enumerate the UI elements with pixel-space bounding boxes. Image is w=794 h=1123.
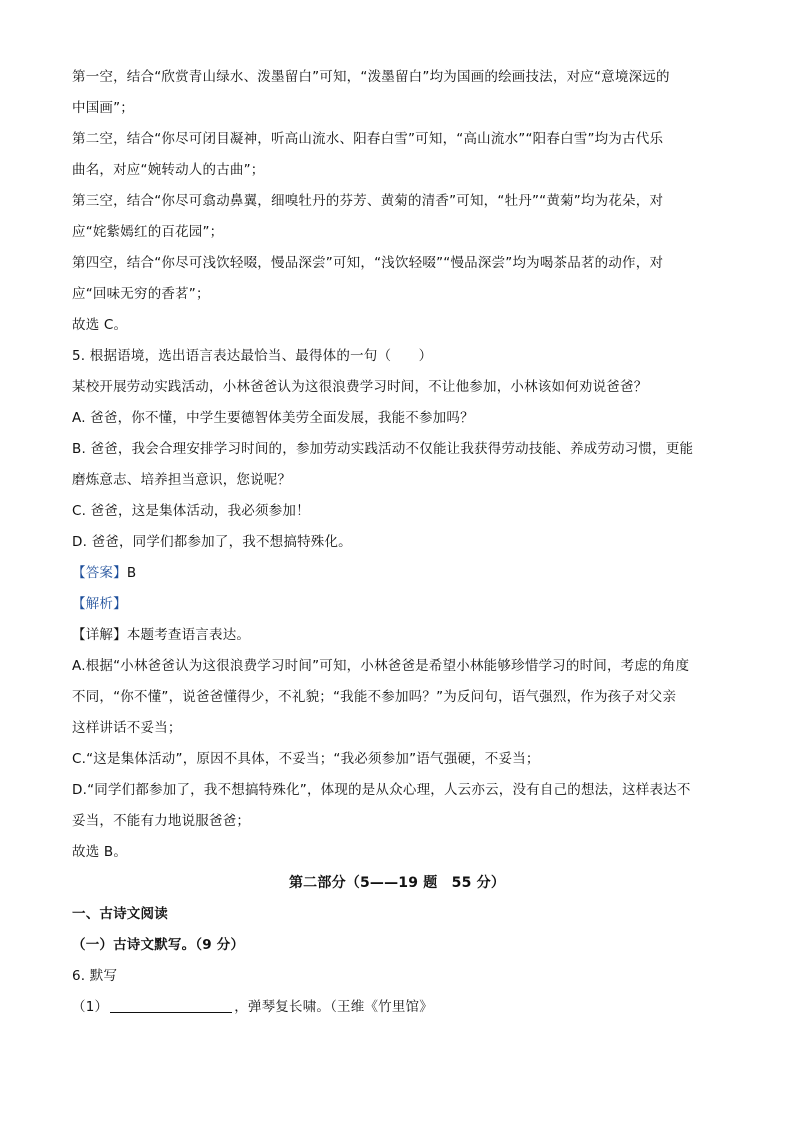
part-heading: 第二部分（5——19 题 55 分） [288, 875, 506, 891]
option-c: C. 爸爸，这是集体活动，我必须参加！ [72, 503, 310, 519]
question-5-title: 5. 根据语境，选出语言表达最恰当、最得体的一句（ ） [72, 348, 433, 364]
paragraph-line: 故选 C。 [72, 317, 128, 333]
section-heading: 一、古诗文阅读 [72, 906, 168, 922]
explanation-line: 妥当，不能有力地说服爸爸； [72, 813, 251, 829]
explanation-line: C.“这是集体活动”，原因不具体，不妥当；“我必须参加”语气强硬，不妥当； [72, 751, 540, 767]
paragraph-line: 应“回味无穷的香茗”； [72, 286, 210, 302]
paragraph-line: 中国画”； [72, 100, 134, 116]
fill-in-blank [110, 998, 232, 1013]
question-6-title: 6. 默写 [72, 968, 118, 984]
paragraph-line: 第三空，结合“你尽可翕动鼻翼，细嗅牡丹的芬芳、黄菊的清香”可知，“牡丹”“黄菊”均为花朵，对 [72, 193, 664, 209]
explanation-line: 故选 B。 [72, 844, 128, 860]
explanation-line: A.根据“小林爸爸认为这很浪费学习时间”可知，小林爸爸是希望小林能够珍惜学习的时间，考虑的角度 [72, 658, 690, 674]
option-d: D. 爸爸，同学们都参加了，我不想搞特殊化。 [72, 534, 352, 550]
subsection-heading: （一）古诗文默写。（9 分） [72, 937, 245, 953]
analysis-tag: 【解析】 [72, 596, 127, 612]
analysis-line [72, 589, 722, 620]
paragraph-line: 第二空，结合“你尽可闭目凝神，听高山流水、阳春白雪”可知，“高山流水”“阳春白雪”均为古代乐 [72, 131, 664, 147]
answer-tag: 【答案】 [72, 565, 127, 581]
document-content [72, 62, 722, 1023]
paragraph-line: 第四空，结合“你尽可浅饮轻啜，慢品深尝”可知，“浅饮轻啜”“慢品深尝”均为喝茶品茗的动作，对 [72, 255, 664, 271]
detail-tag: 【详解】 [72, 627, 127, 643]
question-6-item-1 [72, 992, 722, 1023]
paragraph-line: 第一空，结合“欣赏青山绿水、泼墨留白”可知，“泼墨留白”均为国画的绘画技法，对应“意境深远的 [72, 69, 670, 85]
item-1-prefix: （1） [72, 999, 109, 1015]
answer-line [72, 558, 722, 589]
explanation-line: 不同，“你不懂”，说爸爸懂得少，不礼貌；“我能不参加吗？”为反问句，语气强烈，作为孩子对父亲 [72, 689, 677, 705]
detail-line [72, 620, 722, 651]
option-b: B. 爸爸，我会合理安排学习时间的，参加劳动实践活动不仅能让我获得劳动技能、养成劳动习惯，更能 [72, 441, 694, 457]
detail-text: 本题考查语言表达。 [126, 627, 251, 643]
explanation-line: D.“同学们都参加了，我不想搞特殊化”，体现的是从众心理，人云亦云，没有自己的想法，这样表达不 [72, 782, 691, 798]
explanation-line: 这样讲话不妥当； [72, 720, 182, 736]
item-1-suffix: ，弹琴复长啸。（王维《竹里馆》 [234, 999, 433, 1015]
paragraph-line: 曲名，对应“婉转动人的古曲”； [72, 162, 265, 178]
option-b-continued: 磨炼意志、培养担当意识，您说呢？ [72, 472, 292, 488]
question-5-context: 某校开展劳动实践活动，小林爸爸认为这很浪费学习时间，不让他参加，小林该如何劝说爸爸？ [72, 379, 648, 395]
paragraph-line: 应“姹紫嫣红的百花园”； [72, 224, 224, 240]
option-a: A. 爸爸，你不懂，中学生要德智体美劳全面发展，我能不参加吗？ [72, 410, 474, 426]
answer-value: B [126, 565, 137, 581]
